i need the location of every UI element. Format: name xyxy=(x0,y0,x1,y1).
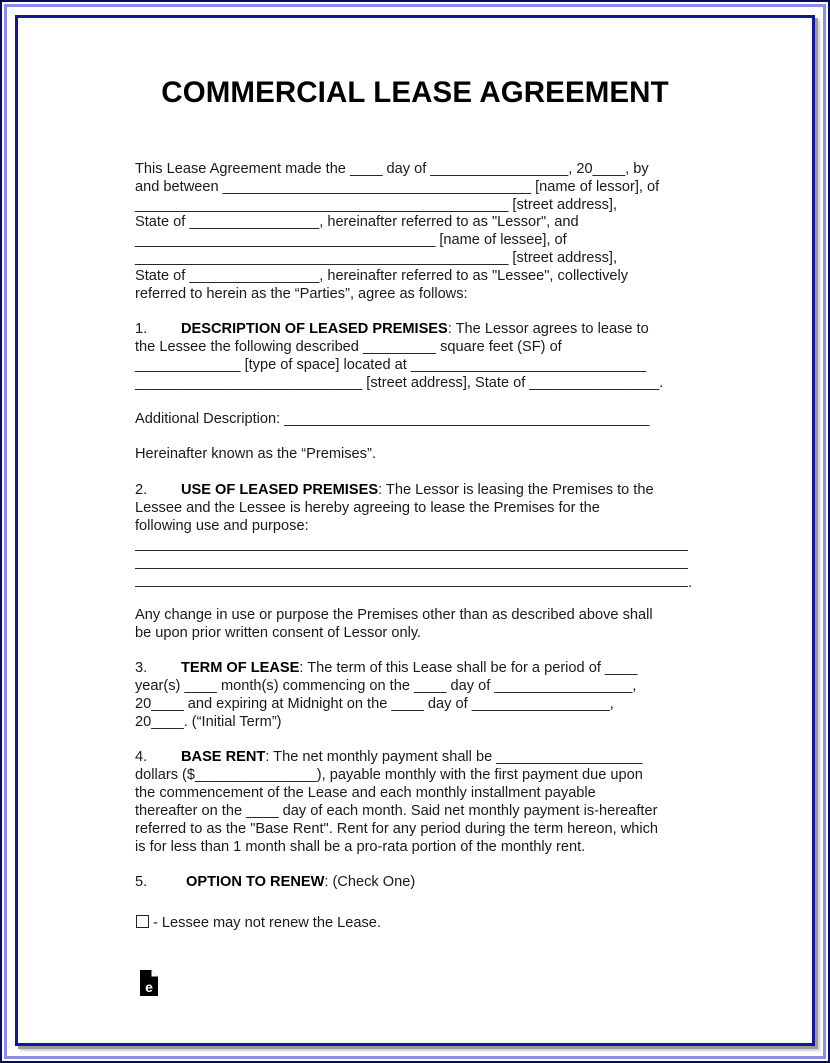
section-heading: DESCRIPTION OF LEASED PREMISES xyxy=(181,321,448,337)
premises-definition: Hereinafter known as the “Premises”. xyxy=(135,446,376,462)
section-text: : The net monthly payment shall be __________________ xyxy=(265,749,643,765)
svg-text:e: e xyxy=(145,979,153,995)
change-clause-line: be upon prior written consent of Lessor only. xyxy=(135,625,422,641)
preamble-line: ______________________________________________ [street address], xyxy=(135,250,618,266)
section-2-line: following use and purpose: xyxy=(135,518,309,534)
section-heading: USE OF LEASED PREMISES xyxy=(181,482,379,498)
section-4-line: the commencement of the Lease and each monthly installment payable xyxy=(135,785,596,801)
preamble-line: ______________________________________________ [street address], xyxy=(135,197,618,213)
section-heading: TERM OF LEASE xyxy=(181,660,300,676)
preamble-line: State of ________________, hereinafter referred to as "Lessee", collectively xyxy=(135,268,629,284)
section-3-line: year(s) ____ month(s) commencing on the ____ day of _________________, xyxy=(135,678,637,694)
section-1-heading-line xyxy=(135,320,649,338)
section-4-line: thereafter on the ____ day of each month. Said net monthly payment is-hereafter xyxy=(135,803,658,819)
section-number: 2. xyxy=(135,482,148,498)
section-2-heading-line xyxy=(135,481,654,499)
section-number: 5. xyxy=(135,874,148,890)
section-text: : (Check One) xyxy=(324,874,416,890)
section-number: 3. xyxy=(135,660,148,676)
section-5-heading-line xyxy=(135,873,415,891)
preamble-line: _____________________________________ [name of lessee], of xyxy=(135,232,567,248)
section-text: : The Lessor agrees to lease to xyxy=(447,321,649,337)
preamble-line: State of ________________, hereinafter referred to as "Lessor", and xyxy=(135,214,579,230)
section-3-heading-line xyxy=(135,659,637,677)
preamble-line: referred to herein as the “Parties”, agree as follows: xyxy=(135,286,468,302)
renew-option-row xyxy=(134,914,381,932)
section-text: : The Lessor is leasing the Premises to the xyxy=(378,482,654,498)
use-purpose-blank-line[interactable] xyxy=(135,568,688,569)
section-2-line: Lessee and the Lessee is hereby agreeing to lease the Premises for the xyxy=(135,500,600,516)
section-4-heading-line xyxy=(135,748,642,766)
section-number: 1. xyxy=(135,321,148,337)
additional-description-field[interactable]: Additional Description: _____________________________________________ xyxy=(135,411,650,427)
section-heading: OPTION TO RENEW xyxy=(186,874,325,890)
section-3-line: 20____. (“Initial Term”) xyxy=(135,714,282,730)
section-4-line: dollars ($_______________), payable monthly with the first payment due upon xyxy=(135,767,643,783)
use-purpose-blank-line[interactable] xyxy=(135,586,688,587)
renew-option-label: - Lessee may not renew the Lease. xyxy=(153,915,381,931)
section-1-line: the Lessee the following described _________ square feet (SF) of xyxy=(135,339,562,355)
change-clause-line: Any change in use or purpose the Premises other than as described above shall xyxy=(135,607,653,623)
section-text: : The term of this Lease shall be for a period of ____ xyxy=(299,660,638,676)
document-title: COMMERCIAL LEASE AGREEMENT xyxy=(161,76,669,109)
use-purpose-blank-line[interactable] xyxy=(135,550,688,551)
section-3-line: 20____ and expiring at Midnight on the ____ day of _________________, xyxy=(135,696,614,712)
section-1-line: _____________ [type of space] located at _____________________________ xyxy=(135,357,647,373)
section-number: 4. xyxy=(135,749,148,765)
section-4-line: is for less than 1 month shall be a pro-rata portion of the monthly rent. xyxy=(135,839,586,855)
preamble-line: This Lease Agreement made the ____ day of _________________, 20____, by xyxy=(135,161,649,177)
renew-option-checkbox[interactable] xyxy=(136,915,149,928)
trailing-period: . xyxy=(688,575,693,591)
section-heading: BASE RENT xyxy=(181,749,266,765)
section-4-line: referred to as the "Base Rent". Rent for any period during the term hereon, which xyxy=(135,821,659,837)
section-1-line: ____________________________ [street address], State of ________________. xyxy=(135,375,664,391)
document-e-icon xyxy=(140,970,158,996)
preamble-line: and between ______________________________________ [name of lessor], of xyxy=(135,179,660,195)
